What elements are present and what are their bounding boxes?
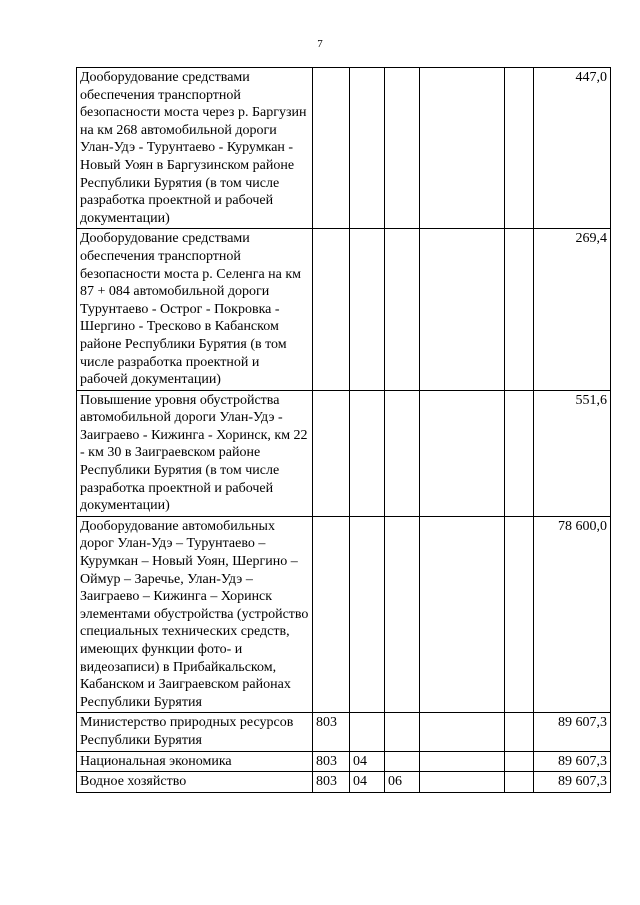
ministry-code: 803 [313,713,350,751]
article-code [420,516,505,713]
section-code [350,68,385,229]
row-name: Дооборудование автомобильных дорог Улан-Удэ – Турунтаево – Курумкан – Новый Уоян, Шергино – Оймур – Заречье, Улан-Удэ – Заиграево – Кижинга – Хоринск элементами обустройства (устройство специальных технических средств, имеющих функции фото- и видеозаписи) в Прибайкальском, Кабанском и Заиграевском районах Республики Бурятия [77,516,313,713]
expense-type-code [505,68,534,229]
row-sum: 551,6 [534,390,611,516]
table-row [77,516,611,713]
row-sum: 269,4 [534,229,611,390]
page-number: 7 [317,38,323,50]
row-sum: 89 607,3 [534,751,611,772]
subsection-code: 06 [385,772,420,793]
subsection-code [385,390,420,516]
article-code [420,772,505,793]
section-code [350,516,385,713]
article-code [420,390,505,516]
section-code [350,713,385,751]
subsection-code [385,68,420,229]
table-row [77,68,611,229]
expense-type-code [505,713,534,751]
ministry-code [313,68,350,229]
ministry-code: 803 [313,751,350,772]
section-code: 04 [350,772,385,793]
row-sum: 89 607,3 [534,772,611,793]
section-code [350,229,385,390]
table-row [77,772,611,793]
row-sum: 78 600,0 [534,516,611,713]
row-name: Национальная экономика [77,751,313,772]
row-name: Повышение уровня обустройства автомобильной дороги Улан-Удэ - Заиграево - Кижинга - Хоринск, км 22 - км 30 в Заиграевском районе Республики Бурятия (в том числе разработка проектной и рабочей документации) [77,390,313,516]
row-name: Водное хозяйство [77,772,313,793]
subsection-code [385,751,420,772]
subsection-code [385,516,420,713]
table-row [77,713,611,751]
subsection-code [385,713,420,751]
expense-type-code [505,516,534,713]
subsection-code [385,229,420,390]
section-code [350,390,385,516]
table-row [77,390,611,516]
row-name: Дооборудование средствами обеспечения транспортной безопасности моста через р. Баргузин на км 268 автомобильной дороги Улан-Удэ - Турунтаево - Курумкан - Новый Уоян в Баргузинском районе Республики Бурятия (в том числе разработка проектной и рабочей документации) [77,68,313,229]
article-code [420,751,505,772]
ministry-code [313,516,350,713]
table-row [77,751,611,772]
ministry-code [313,229,350,390]
table-row [77,229,611,390]
expense-type-code [505,229,534,390]
row-name: Дооборудование средствами обеспечения транспортной безопасности моста р. Селенга на км 87 + 084 автомобильной дороги Турунтаево - Острог - Покровка - Шергино - Тресково в Кабанском районе Республики Бурятия (в том числе разработка проектной и рабочей документации) [77,229,313,390]
expense-type-code [505,772,534,793]
expense-type-code [505,751,534,772]
row-name: Министерство природных ресурсов Республики Бурятия [77,713,313,751]
article-code [420,229,505,390]
ministry-code: 803 [313,772,350,793]
section-code: 04 [350,751,385,772]
article-code [420,68,505,229]
expense-type-code [505,390,534,516]
budget-table [76,67,611,793]
article-code [420,713,505,751]
row-sum: 89 607,3 [534,713,611,751]
ministry-code [313,390,350,516]
row-sum: 447,0 [534,68,611,229]
